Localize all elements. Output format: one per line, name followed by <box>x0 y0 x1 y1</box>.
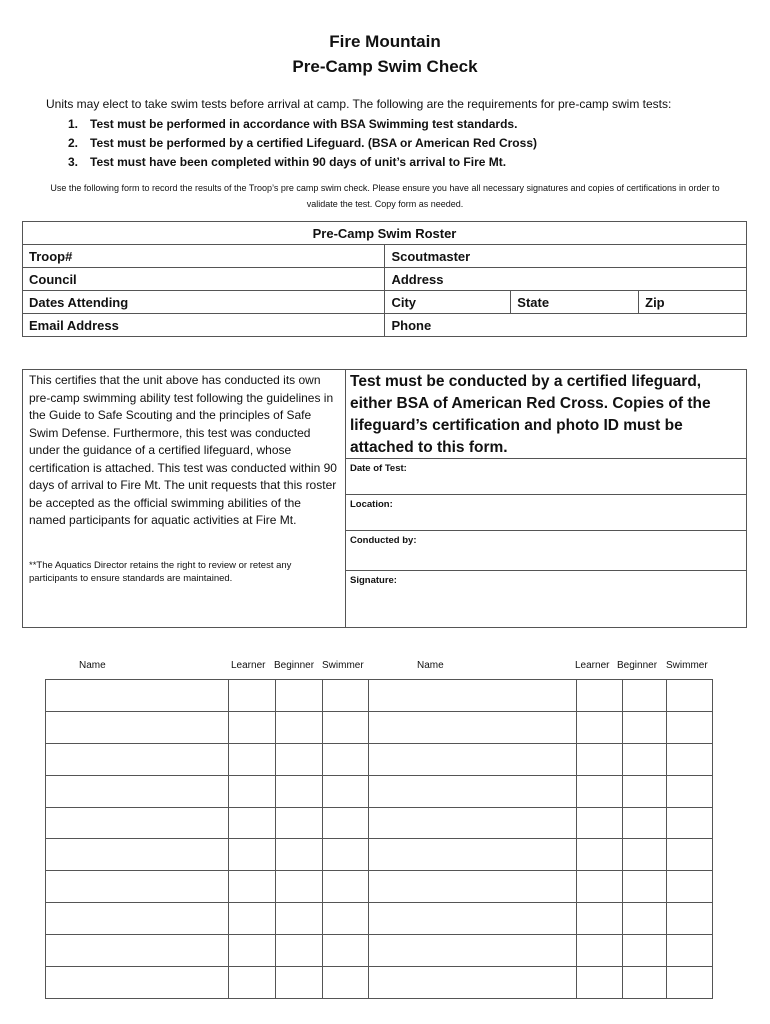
page-title: Fire Mountain <box>329 32 441 51</box>
swimmer-cell[interactable] <box>322 967 369 999</box>
unit-roster-table <box>22 221 747 337</box>
table-row <box>46 775 713 807</box>
beginner-cell[interactable] <box>275 871 322 903</box>
lifeguard-panel <box>346 370 746 627</box>
date-of-test-label: Date of Test: <box>350 463 407 474</box>
beginner-cell[interactable] <box>623 775 667 807</box>
certification-statement: This certifies that the unit above has conducted its own pre-camp swimming ability test following the guidelines in the Guide to Safe Scouting and the principles of Safe Swim Defense. Furthermore, this test was conducted under the guidance of a certified lifeguard, whose certification is attached. This test was conducted within 90 days of arrival to Fire Mt. The unit requests that this roster be accepted as the official swimming abilities of the named participants for aquatic activities at Fire Mt. <box>29 373 337 527</box>
certification-box <box>22 369 747 628</box>
beginner-cell[interactable] <box>623 680 667 712</box>
troop-field[interactable]: Troop# <box>23 245 385 268</box>
name-cell[interactable] <box>369 903 577 935</box>
swimmer-cell[interactable] <box>322 775 369 807</box>
requirement-item: 3. Test must have been completed within 90 days of unit’s arrival to Fire Mt. <box>68 155 507 169</box>
swimmer-cell[interactable] <box>322 871 369 903</box>
name-cell[interactable] <box>369 839 577 871</box>
swimmer-cell[interactable] <box>322 839 369 871</box>
swimmer-cell[interactable] <box>322 680 369 712</box>
email-field[interactable]: Email Address <box>23 314 385 337</box>
name-cell[interactable] <box>369 935 577 967</box>
beginner-cell[interactable] <box>275 935 322 967</box>
conducted-by-field[interactable] <box>346 530 746 571</box>
beginner-cell[interactable] <box>275 903 322 935</box>
name-cell[interactable] <box>46 680 229 712</box>
learner-cell[interactable] <box>577 871 623 903</box>
swimmer-roster-grid <box>45 679 713 999</box>
learner-cell[interactable] <box>577 743 623 775</box>
table-row <box>46 871 713 903</box>
table-row <box>46 935 713 967</box>
learner-cell[interactable] <box>577 807 623 839</box>
swimmer-cell[interactable] <box>322 807 369 839</box>
beginner-cell[interactable] <box>623 903 667 935</box>
beginner-cell[interactable] <box>623 711 667 743</box>
learner-cell[interactable] <box>577 775 623 807</box>
name-column-header: Name <box>417 660 444 671</box>
signature-field[interactable] <box>346 570 746 628</box>
swimmer-cell[interactable] <box>667 839 713 871</box>
table-row <box>46 807 713 839</box>
signature-label: Signature: <box>350 575 397 586</box>
beginner-column-header: Beginner <box>274 660 315 671</box>
learner-column-header: Learner <box>231 660 266 671</box>
learner-cell[interactable] <box>577 839 623 871</box>
table-row <box>46 680 713 712</box>
swimmer-cell[interactable] <box>667 967 713 999</box>
swimmer-cell[interactable] <box>667 903 713 935</box>
form-instructions: Use the following form to record the results of the Troop’s pre camp swim check. Please ensure you have all necessary signatures and copies of certifications in order to validate the test. Copy form as needed. <box>50 183 720 209</box>
address-field[interactable]: Address <box>385 268 747 291</box>
swimmer-cell[interactable] <box>667 775 713 807</box>
beginner-cell[interactable] <box>275 680 322 712</box>
learner-cell[interactable] <box>228 935 275 967</box>
beginner-cell[interactable] <box>623 839 667 871</box>
city-field[interactable]: City <box>385 291 511 314</box>
learner-cell[interactable] <box>228 711 275 743</box>
dates-attending-field[interactable]: Dates Attending <box>23 291 385 314</box>
name-cell[interactable] <box>369 967 577 999</box>
table-row <box>46 743 713 775</box>
name-cell[interactable] <box>46 935 229 967</box>
lifeguard-notice: Test must be conducted by a certified lifeguard, either BSA of American Red Cross. Copies of the lifeguard’s certification and photo ID must be attached to this form. <box>350 373 711 456</box>
name-cell[interactable] <box>369 711 577 743</box>
certification-statement-panel <box>23 370 346 627</box>
swimmer-cell[interactable] <box>322 711 369 743</box>
swimmer-cell[interactable] <box>667 935 713 967</box>
swimmer-cell[interactable] <box>667 743 713 775</box>
beginner-cell[interactable] <box>275 839 322 871</box>
name-cell[interactable] <box>46 903 229 935</box>
intro-text: Units may elect to take swim tests before arrival at camp. The following are the requirements for pre-camp swim tests: <box>46 97 672 111</box>
learner-cell[interactable] <box>577 680 623 712</box>
table-row <box>46 903 713 935</box>
name-cell[interactable] <box>46 967 229 999</box>
requirements-list <box>68 115 537 172</box>
beginner-cell[interactable] <box>623 807 667 839</box>
learner-cell[interactable] <box>228 807 275 839</box>
swimmer-cell[interactable] <box>667 680 713 712</box>
name-cell[interactable] <box>46 807 229 839</box>
state-field[interactable]: State <box>511 291 639 314</box>
beginner-cell[interactable] <box>623 871 667 903</box>
name-cell[interactable] <box>46 743 229 775</box>
swimmer-column-header: Swimmer <box>666 660 708 671</box>
name-cell[interactable] <box>46 871 229 903</box>
learner-cell[interactable] <box>228 871 275 903</box>
beginner-cell[interactable] <box>623 935 667 967</box>
swimmer-cell[interactable] <box>667 807 713 839</box>
beginner-cell[interactable] <box>623 967 667 999</box>
phone-field[interactable]: Phone <box>385 314 747 337</box>
beginner-cell[interactable] <box>275 807 322 839</box>
table-row <box>46 839 713 871</box>
learner-cell[interactable] <box>228 903 275 935</box>
learner-cell[interactable] <box>228 743 275 775</box>
name-cell[interactable] <box>369 807 577 839</box>
learner-cell[interactable] <box>577 967 623 999</box>
beginner-cell[interactable] <box>275 775 322 807</box>
name-cell[interactable] <box>369 680 577 712</box>
swimmer-cell[interactable] <box>322 935 369 967</box>
beginner-column-header: Beginner <box>617 660 658 671</box>
name-cell[interactable] <box>369 743 577 775</box>
date-of-test-field[interactable] <box>346 458 746 495</box>
name-cell[interactable] <box>46 775 229 807</box>
beginner-cell[interactable] <box>275 967 322 999</box>
learner-cell[interactable] <box>228 967 275 999</box>
learner-cell[interactable] <box>577 935 623 967</box>
table-row <box>46 967 713 999</box>
name-cell[interactable] <box>46 711 229 743</box>
swimmer-cell[interactable] <box>667 871 713 903</box>
location-field[interactable] <box>346 494 746 531</box>
learner-cell[interactable] <box>228 680 275 712</box>
roster-heading: Pre-Camp Swim Roster <box>23 222 747 245</box>
learner-cell[interactable] <box>228 775 275 807</box>
scoutmaster-field[interactable]: Scoutmaster <box>385 245 747 268</box>
requirement-item: 1. Test must be performed in accordance with BSA Swimming test standards. <box>68 117 518 131</box>
zip-field[interactable]: Zip <box>639 291 747 314</box>
beginner-cell[interactable] <box>275 743 322 775</box>
learner-cell[interactable] <box>577 903 623 935</box>
aquatics-director-note: **The Aquatics Director retains the right to review or retest any participants to ensure standards are maintained. <box>29 560 292 584</box>
beginner-cell[interactable] <box>275 711 322 743</box>
swimmer-cell[interactable] <box>322 743 369 775</box>
name-cell[interactable] <box>369 871 577 903</box>
swimmer-column-header: Swimmer <box>322 660 364 671</box>
conducted-by-label: Conducted by: <box>350 535 417 546</box>
name-column-header: Name <box>79 660 106 671</box>
page-subtitle: Pre-Camp Swim Check <box>292 57 478 76</box>
learner-cell[interactable] <box>228 839 275 871</box>
beginner-cell[interactable] <box>623 743 667 775</box>
name-cell[interactable] <box>369 775 577 807</box>
swimmer-cell[interactable] <box>322 903 369 935</box>
swimmer-cell[interactable] <box>667 711 713 743</box>
learner-column-header: Learner <box>575 660 610 671</box>
council-field[interactable]: Council <box>23 268 385 291</box>
location-label: Location: <box>350 499 393 510</box>
learner-cell[interactable] <box>577 711 623 743</box>
requirement-item: 2. Test must be performed by a certified Lifeguard. (BSA or American Red Cross) <box>68 136 537 150</box>
table-row <box>46 711 713 743</box>
name-cell[interactable] <box>46 839 229 871</box>
